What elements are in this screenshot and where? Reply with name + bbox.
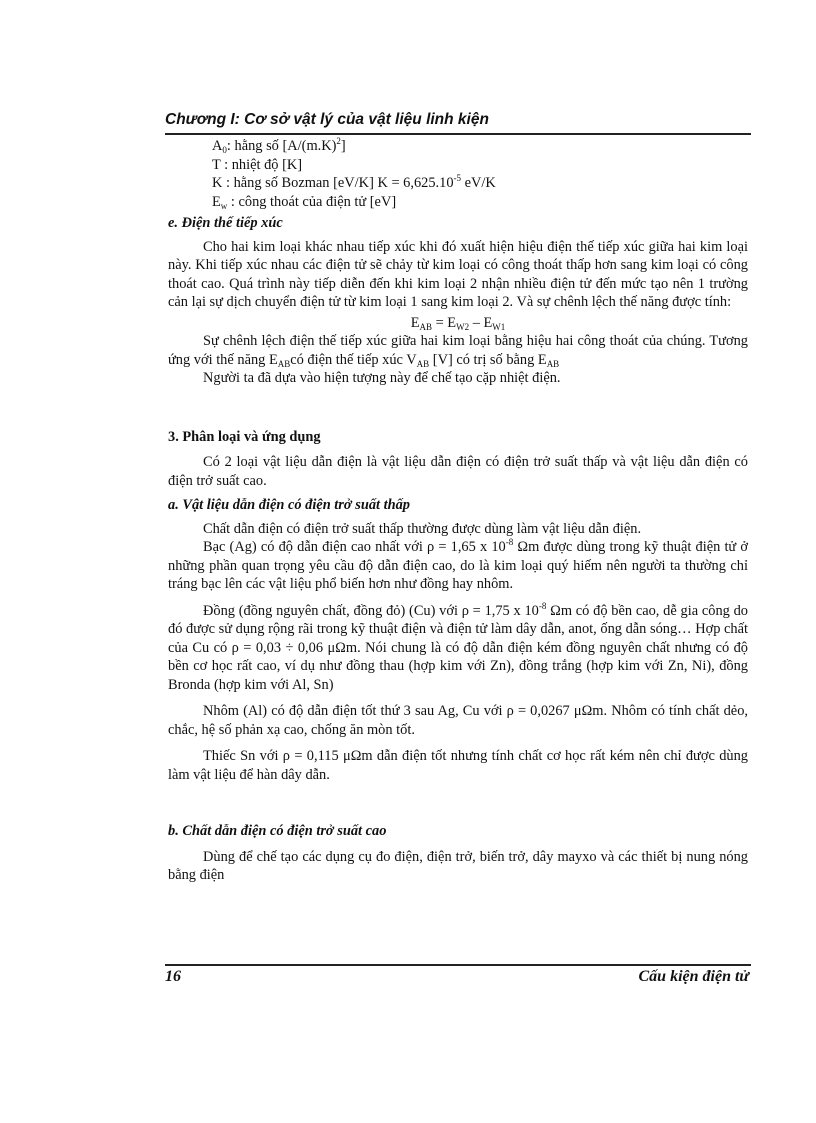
book-title: Cấu kiện điện tử <box>638 968 749 985</box>
paragraph-3-1: Có 2 loại vật liệu dẫn điện là vật liệu dẫn điện có điện trở suất thấp và vật liệu dẫn điện có điện trở suất cao. <box>168 454 748 489</box>
def-a0: $A_0$: hằng số $[A/(m.K)^2]$ <box>212 136 346 155</box>
header-rule <box>165 133 751 135</box>
page-header-title: Chương I: Cơ sở vật lý của vật liệu linh kiện <box>165 111 489 128</box>
equation-eab: $E_{AB} = E_{W2} - E_{W1}$ <box>410 314 506 332</box>
footer-rule <box>165 964 751 966</box>
paragraph-b1: Dùng để chế tạo các dụng cụ đo điện, điện trở, biến trở, dây mayxo và các thiết bị nung nóng bằng điện <box>168 848 748 883</box>
paragraph-a1: Chất dẫn điện có điện trở suất thấp thường được dùng làm vật liệu dẫn điện. <box>203 520 642 537</box>
page-number: 16 <box>165 968 181 985</box>
paragraph-e2: Sự chênh lệch điện thế tiếp xúc giữa hai kim loại bằng hiệu hai công thoát của chúng. Tương ứng với thế năng $E_{AB}có$ điện thế tiếp xúc $V_{AB}$ [V] có trị số bằng $E_{AB}$ <box>168 333 748 369</box>
def-k: K : hằng số Bozman [eV/K] $K = 6,625.10^{-5}$ eV/K <box>212 173 496 191</box>
paragraph-a5: Thiếc Sn với ρ = 0,115 μΩm dẫn điện tốt nhưng tính chất cơ học rất kém nên chỉ được dùng làm vật liệu để hàn dây dẫn. <box>168 748 748 783</box>
paragraph-a4: Nhôm (Al) có độ dẫn điện tốt thứ 3 sau Ag, Cu với ρ = 0,0267 μΩm. Nhôm có tính chất dẻo, chắc, hệ số phản xạ cao, chống ăn mòn tốt. <box>168 703 748 738</box>
paragraph-e3: Người ta đã dựa vào hiện tượng này để chế tạo cặp nhiệt điện. <box>203 370 561 386</box>
paragraph-a3: Đồng (đồng nguyên chất, đồng đỏ) (Cu) với ρ = 1,75 x $10^{-8}$ Ωm có độ bền cao, dễ gia công do đó được sử dụng rộng rãi trong kỹ thuật điện và điện tử làm dây dẫn, anot, ống dẫn sóng… Hợp chất của Cu có ρ = 0,03 ÷ 0,06 μΩm. Nói chung là có độ dẫn điện kém đồng nguyên chất nhưng có độ bền cơ học rất cao, ví dụ như đồng thau (hợp kim với Zn), đồng trắng (hợp kim với Zn, Ni), đồng Bronda (hợp kim với Al, Sn) <box>168 600 748 693</box>
page-body <box>168 137 748 885</box>
paragraph-a2: Bạc (Ag) có độ dẫn điện cao nhất với ρ = 1,65 x $10^{-8}$ Ωm được dùng trong kỹ thuật điện tử ở những phần quan trọng yêu cầu độ dẫn điện cao, do là kim loại quý hiếm nên người ta thường chỉ tráng bạc lên các vật liệu phổ biến hơn như đồng hay nhôm. <box>168 537 749 592</box>
heading-b: b. Chất dẫn điện có điện trở suất cao <box>168 823 387 839</box>
heading-section-3: 3. Phân loại và ứng dụng <box>168 428 321 445</box>
def-t: T : nhiệt độ [K] <box>212 156 303 173</box>
heading-e: e. Điện thế tiếp xúc <box>168 215 283 231</box>
paragraph-e1: Cho hai kim loại khác nhau tiếp xúc khi đó xuất hiện hiệu điện thế tiếp xúc giữa hai kim loại này. Khi tiếp xúc nhau các điện tử sẽ chảy từ kim loại có công thoát thấp hơn sang kim loại có công thoát cao. Quá trình này tiếp diễn đến khi kim loại 2 nhận nhiều điện tử đến mức tạo nên 1 trường cản lại sự dịch chuyển điện tử từ kim loại 1 sang kim loại 2. Và sự chênh lệch thế năng được tính: <box>168 238 748 310</box>
heading-a: a. Vật liệu dẫn điện có điện trở suất thấp <box>168 497 411 513</box>
def-ew: $E_w$ : công thoát của điện tử [eV] <box>212 193 397 211</box>
